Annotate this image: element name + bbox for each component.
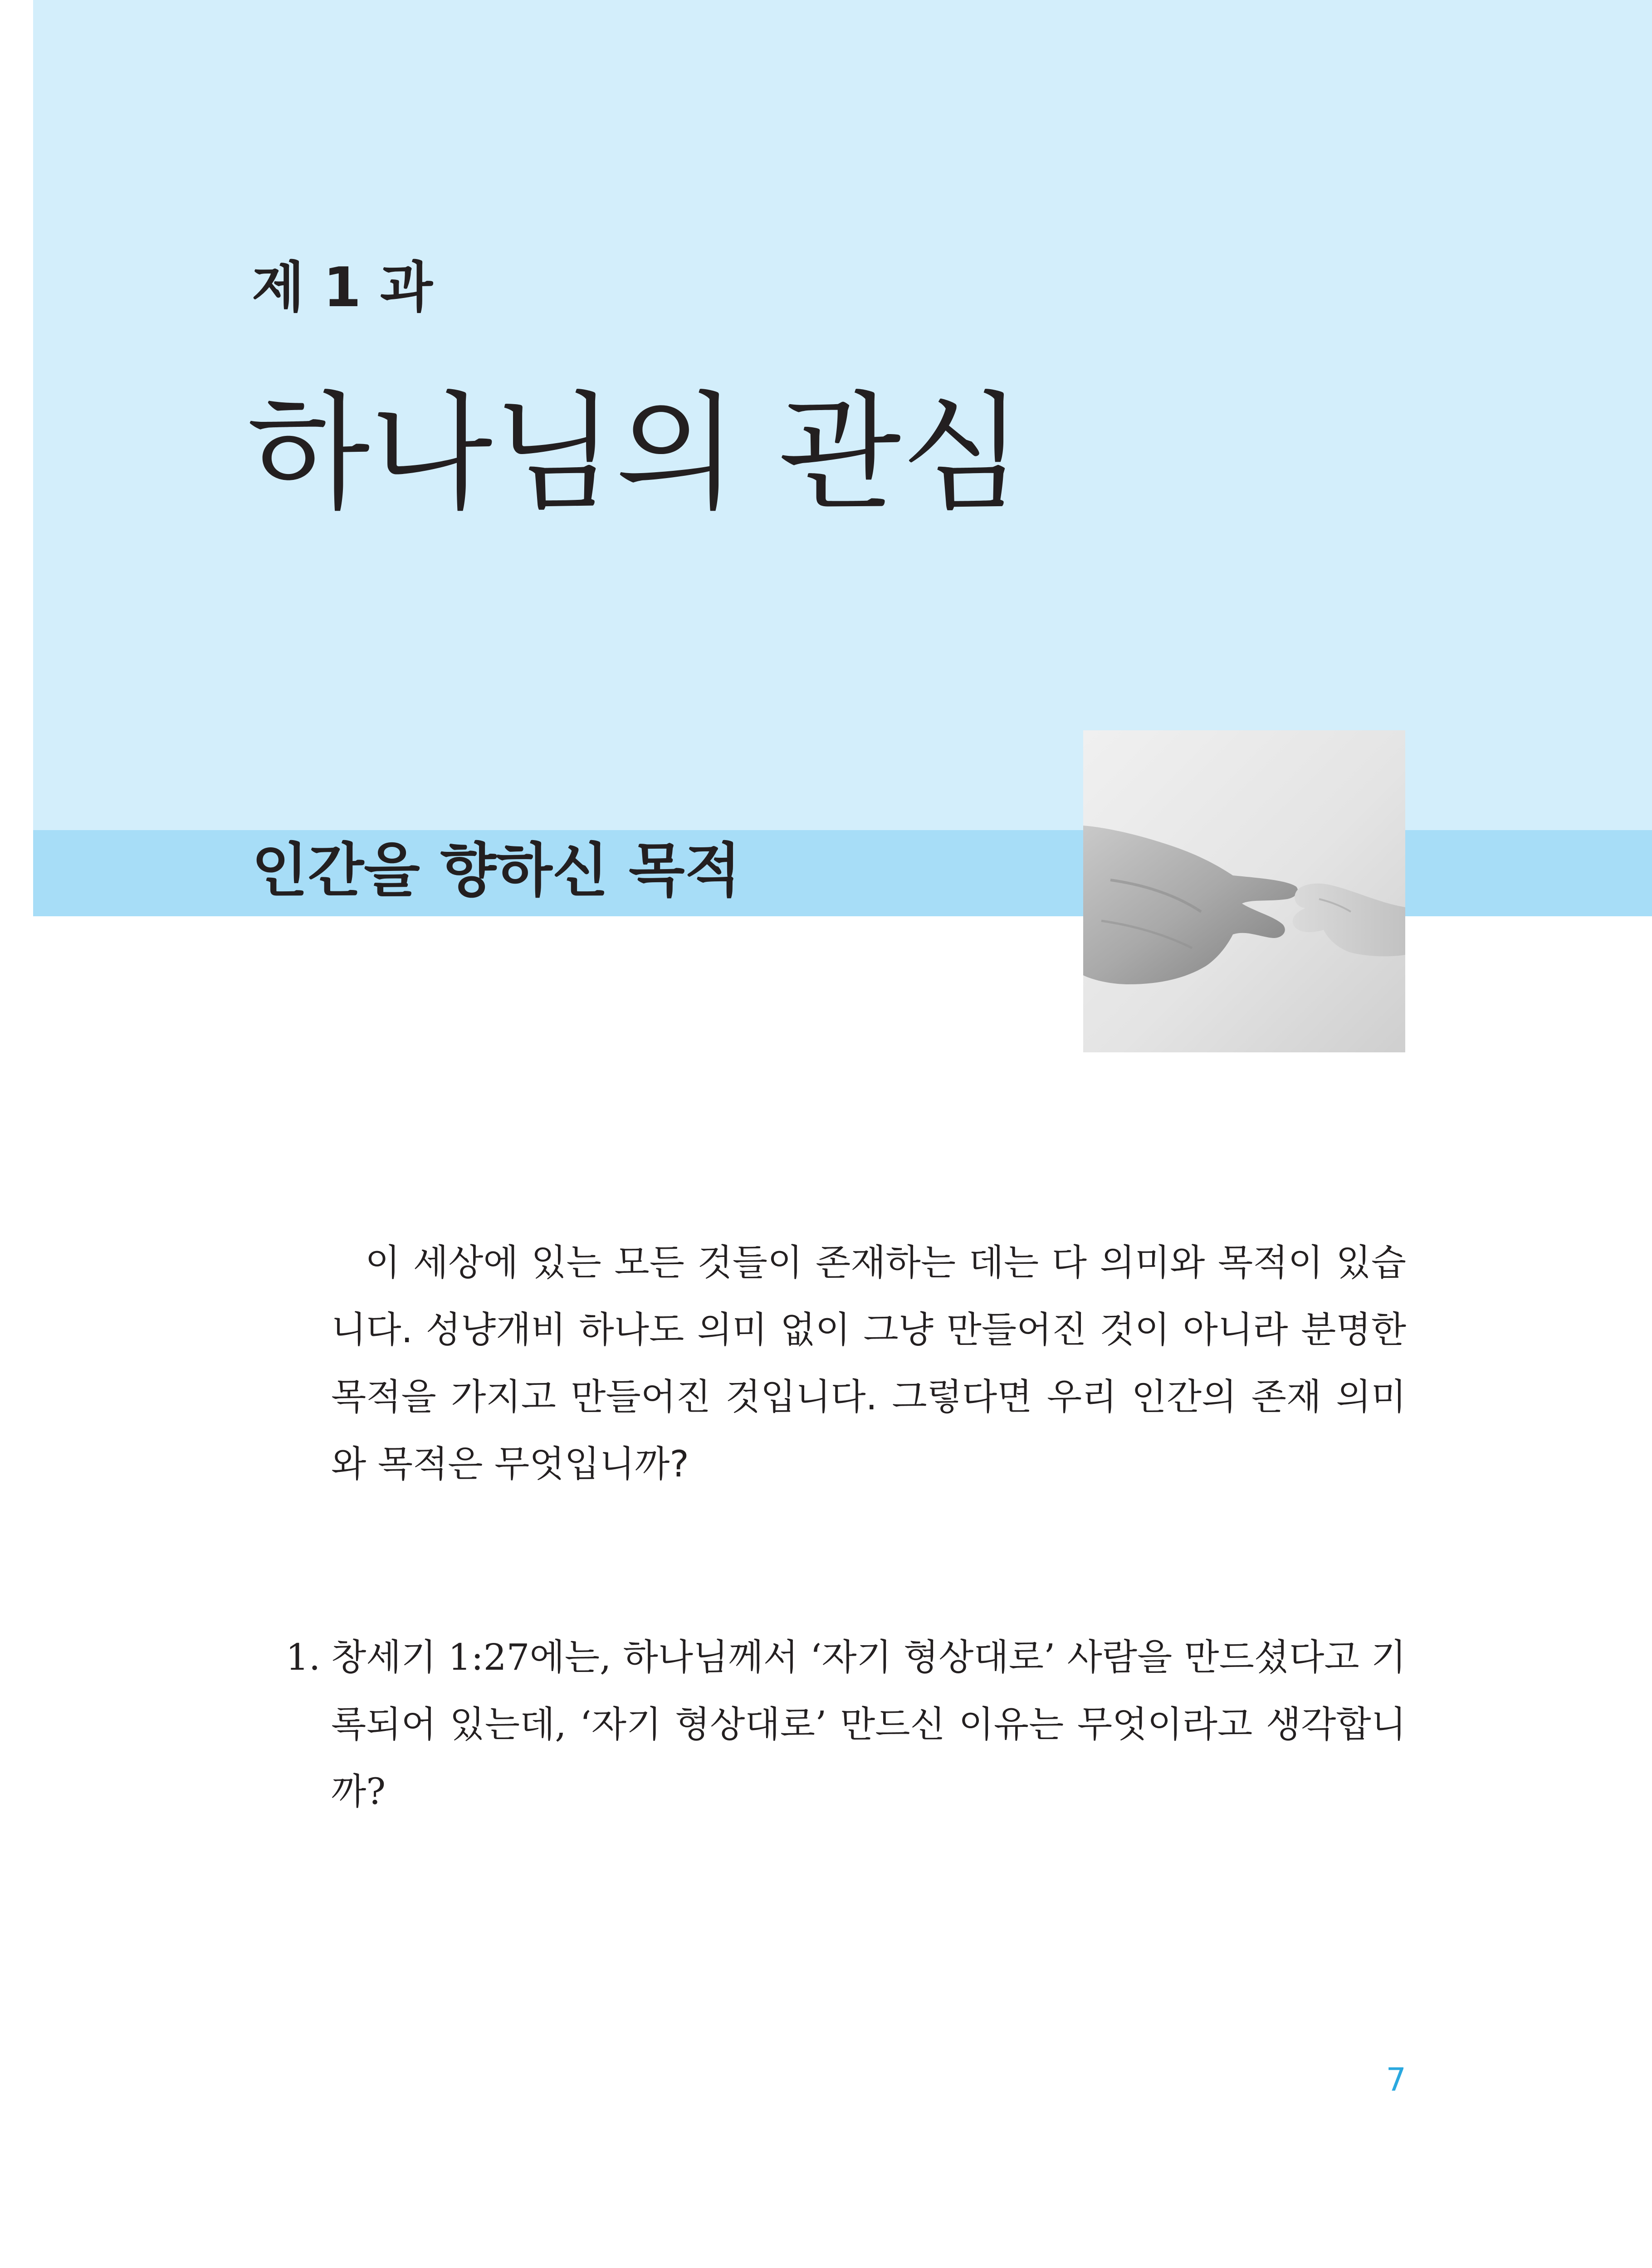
page-number: 7 [1386,2061,1406,2098]
intro-text: 이 세상에 있는 모든 것들이 존재하는 데는 다 의미와 목적이 있습니다. 성냥개비 하나도 의미 없이 그냥 만들어진 것이 아니라 분명한 목적을 가지고 만들어진 것입니다. 그렇다면 우리 인간의 존재 의미와 목적은 무엇입니까? [331,1242,1406,1485]
question-text: 창세기 1:27에는, 하나님께서 ‘자기 형상대로’ 사람을 만드셨다고 기록되어 있는데, ‘자기 형상대로’ 만드신 이유는 무엇이라고 생각합니까? [331,1636,1406,1813]
question-item [286,1624,1406,1825]
question-number: 1. [286,1636,321,1678]
section-subtitle: 인간을 향하신 목적 [252,837,741,904]
lesson-number: 제 1 과 [252,256,433,319]
lesson-title: 하나님의 관심 [247,380,1024,528]
intro-paragraph [331,1229,1406,1498]
hands-photo [1083,730,1405,1052]
